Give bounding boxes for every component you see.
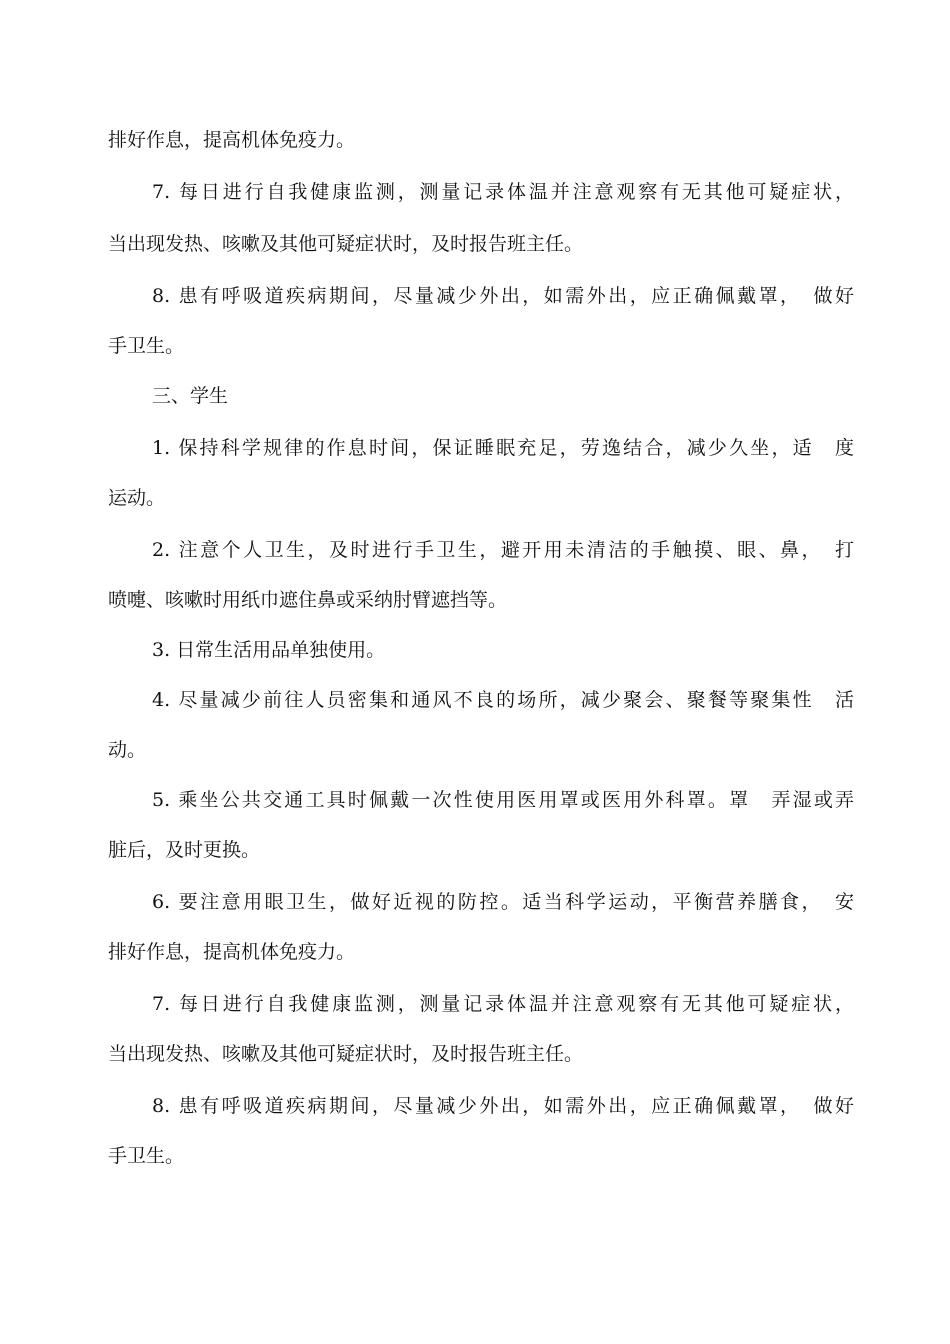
list-item-6-line-1: 6. 要注意用眼卫生，做好近视的防控。适当科学运动，平衡营养膳食， 安 xyxy=(152,891,854,913)
list-item-1-line-1: 1. 保持科学规律的作息时间，保证睡眠充足，劳逸结合，减少久坐，适 度 xyxy=(152,437,854,459)
text-line: 排好作息，提高机体免疫力。 xyxy=(108,129,356,151)
list-item-8b-line-2: 手卫生。 xyxy=(108,1145,185,1167)
list-item-4-line-1: 4. 尽量减少前往人员密集和通风不良的场所，减少聚会、聚餐等聚集性 活 xyxy=(152,689,854,711)
section-heading: 三、学生 xyxy=(152,385,229,407)
list-item-7b-line-1: 7. 每日进行自我健康监测，测量记录体温并注意观察有无其他可疑症状， xyxy=(152,993,854,1015)
list-item-8-line-2: 手卫生。 xyxy=(108,335,185,357)
list-item-5-line-2: 脏后，及时更换。 xyxy=(108,839,261,861)
list-item-8-line-1: 8. 患有呼吸道疾病期间，尽量减少外出，如需外出，应正确佩戴罩， 做好 xyxy=(152,285,854,307)
list-item-2-line-1: 2. 注意个人卫生，及时进行手卫生，避开用未清洁的手触摸、眼、鼻， 打 xyxy=(152,539,854,561)
list-item-3: 3. 日常生活用品单独使用。 xyxy=(152,639,386,661)
list-item-8b-line-1: 8. 患有呼吸道疾病期间，尽量减少外出，如需外出，应正确佩戴罩， 做好 xyxy=(152,1095,854,1117)
list-item-2-line-2: 喷嚏、咳嗽时用纸巾遮住鼻或采纳肘臂遮挡等。 xyxy=(108,589,508,611)
list-item-7b-line-2: 当出现发热、咳嗽及其他可疑症状时，及时报告班主任。 xyxy=(108,1043,584,1065)
list-item-7-line-1: 7. 每日进行自我健康监测，测量记录体温并注意观察有无其他可疑症状， xyxy=(152,181,854,203)
list-item-4-line-2: 动。 xyxy=(108,739,147,761)
list-item-7-line-2: 当出现发热、咳嗽及其他可疑症状时，及时报告班主任。 xyxy=(108,233,584,255)
list-item-6-line-2: 排好作息，提高机体免疫力。 xyxy=(108,941,356,963)
list-item-5-line-1: 5. 乘坐公共交通工具时佩戴一次性使用医用罩或医用外科罩。罩 弄湿或弄 xyxy=(152,789,854,811)
list-item-1-line-2: 运动。 xyxy=(108,487,166,509)
